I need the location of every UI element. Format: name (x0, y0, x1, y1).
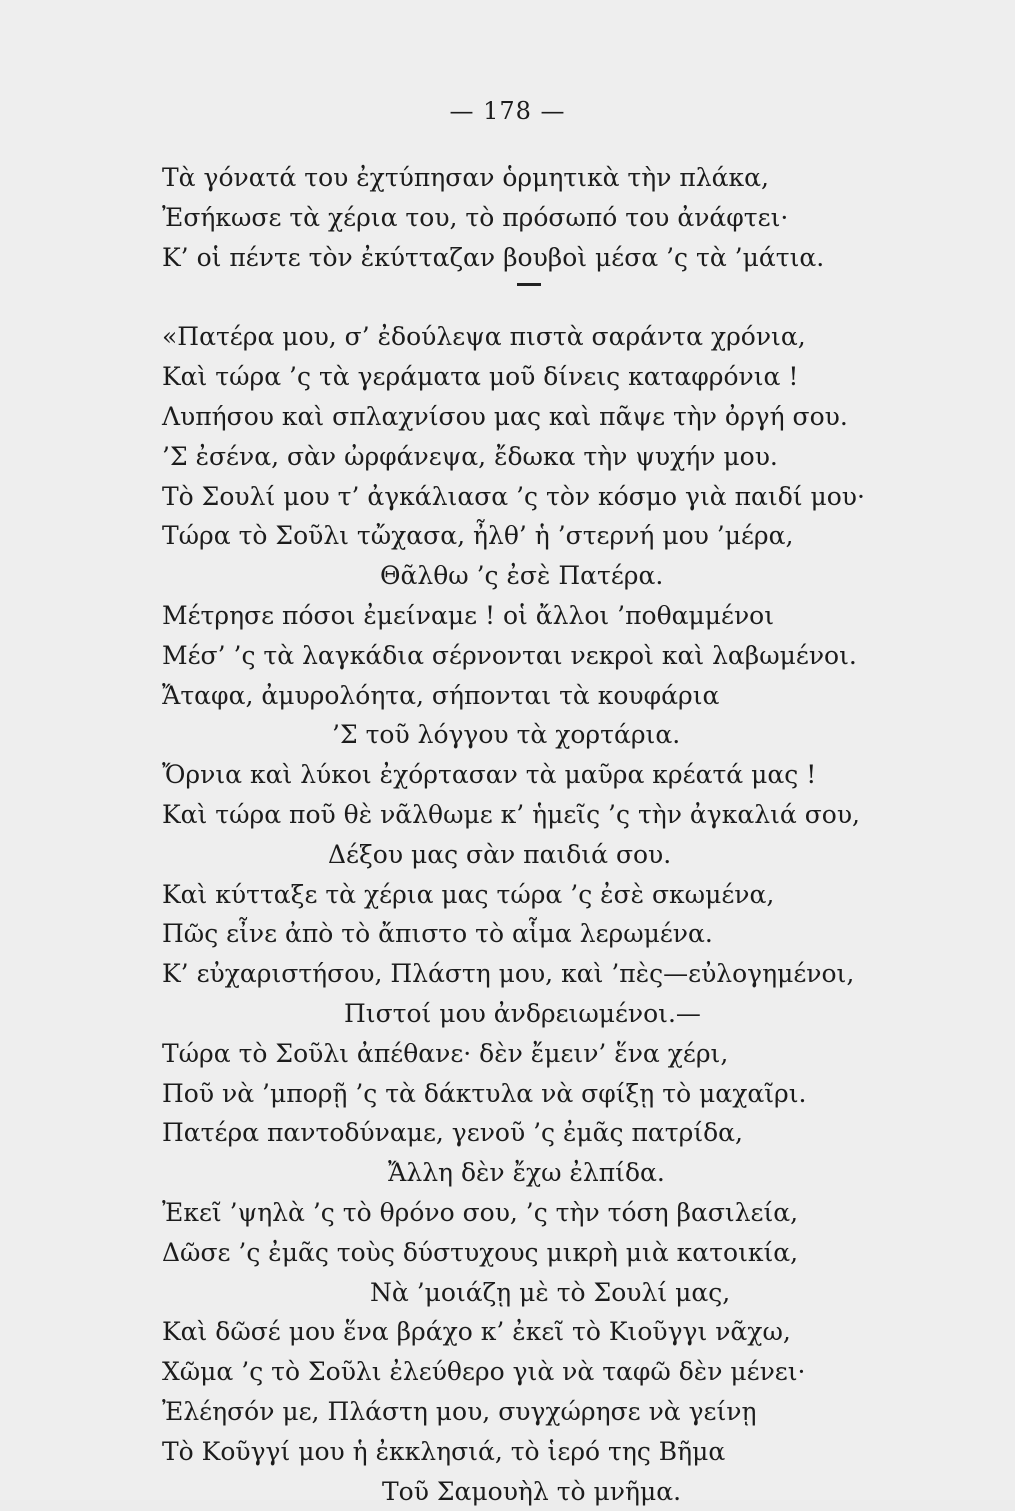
poem-line: Ἐλέησόν με, Πλάστη μου, συγχώρησε νὰ γείνῃ (162, 1392, 852, 1432)
poem-line: Μέσ’ ’ς τὰ λαγκάδια σέρνονται νεκροὶ καὶ λαβωμένοι. (162, 636, 852, 676)
poem-line: Ἐκεῖ ’ψηλὰ ’ς τὸ θρόνο σου, ’ς τὴν τόση βασιλεία, (162, 1193, 852, 1233)
poem-line: Κ’ οἱ πέντε τὸν ἐκύτταζαν βουβοὶ μέσα ’ς τὰ ’μάτια. (162, 238, 852, 278)
poem-line-refrain: Δέξου μας σὰν παιδιά σου. (162, 835, 852, 875)
poem-line: Χῶμα ’ς τὸ Σοῦλι ἐλεύθερο γιὰ νὰ ταφῶ δὲν μένει· (162, 1352, 852, 1392)
poem-line: Δῶσε ’ς ἐμᾶς τοὺς δύστυχους μικρὴ μιὰ κατοικία, (162, 1233, 852, 1273)
poem-line: Ποῦ νὰ ’μπορῇ ’ς τὰ δάκτυλα νὰ σφίξῃ τὸ μαχαῖρι. (162, 1074, 852, 1114)
poem-line: Ἐσήκωσε τὰ χέρια του, τὸ πρόσωπό του ἀνάφτει· (162, 198, 852, 238)
poem-line: Κ’ εὐχαριστήσου, Πλάστη μου, καὶ ’πὲς—εὐλογημένοι, (162, 954, 852, 994)
poem-line: Καὶ κύτταξε τὰ χέρια μας τώρα ’ς ἐσὲ σκωμένα, (162, 875, 852, 915)
poem-line-refrain: Ἄλλη δὲν ἔχω ἐλπίδα. (162, 1153, 852, 1193)
poem-line-refrain: ’Σ τοῦ λόγγου τὰ χορτάρια. (162, 715, 852, 755)
poem-line: Τώρα τὸ Σοῦλι ἀπέθανε· δὲν ἔμειν’ ἕνα χέρι, (162, 1034, 852, 1074)
stanza-1 (162, 158, 852, 277)
poem-line: Καὶ τώρα ποῦ θὲ νᾶλθωμε κ’ ἡμεῖς ’ς τὴν ἀγκαλιά σου, (162, 795, 852, 835)
poem-line: Καὶ δῶσέ μου ἕνα βράχο κ’ ἐκεῖ τὸ Κιοῦγγι νᾶχω, (162, 1312, 852, 1352)
poem-line-refrain: Νὰ ’μοιάζῃ μὲ τὸ Σουλί μας, (162, 1273, 852, 1313)
poem-line-refrain: Θᾶλθω ’ς ἐσὲ Πατέρα. (162, 556, 852, 596)
poem-line: «Πατέρα μου, σ’ ἐδούλεψα πιστὰ σαράντα χρόνια, (162, 317, 852, 357)
stanza-2 (162, 317, 852, 1511)
poem-line: Πῶς εἶνε ἀπὸ τὸ ἄπιστο τὸ αἷμα λερωμένα. (162, 914, 852, 954)
poem-line: Ἄταφα, ἀμυρολόητα, σήπονται τὰ κουφάρια (162, 676, 852, 716)
poem-line: Τώρα τὸ Σοῦλι τὤχασα, ἦλθ’ ἡ ’στερνή μου ’μέρα, (162, 516, 852, 556)
poem-line: Καὶ τώρα ’ς τὰ γεράματα μοῦ δίνεις καταφρόνια ! (162, 357, 852, 397)
poem-line-refrain: Πιστοί μου ἀνδρειωμένοι.— (162, 994, 852, 1034)
poem-line: Τὸ Σουλί μου τ’ ἀγκάλιασα ’ς τὸν κόσμο γιὰ παιδί μου· (162, 477, 852, 517)
poem-line: Ὄρνια καὶ λύκοι ἐχόρτασαν τὰ μαῦρα κρέατά μας ! (162, 755, 852, 795)
poem-line: Πατέρα παντοδύναμε, γενοῦ ’ς ἐμᾶς πατρίδα, (162, 1113, 852, 1153)
poem-line: Μέτρησε πόσοι ἐμείναμε ! οἱ ἄλλοι ’ποθαμμένοι (162, 596, 852, 636)
poem-line: Λυπήσου καὶ σπλαχνίσου μας καὶ πᾶψε τὴν ὀργή σου. (162, 397, 852, 437)
poem-line: Τὸ Κοῦγγί μου ἡ ἐκκλησιά, τὸ ἱερό της Βῆμα (162, 1432, 852, 1472)
poem-line: Τὰ γόνατά του ἐχτύπησαν ὁρμητικὰ τὴν πλάκα, (162, 158, 852, 198)
section-divider (162, 277, 852, 317)
poem-text (162, 158, 852, 1511)
page-number: — 178 — (0, 97, 1015, 125)
poem-line-refrain: Τοῦ Σαμουὴλ τὸ μνῆμα. (162, 1472, 852, 1511)
poem-line: ’Σ ἐσένα, σὰν ὠρφάνεψα, ἔδωκα τὴν ψυχήν μου. (162, 437, 852, 477)
